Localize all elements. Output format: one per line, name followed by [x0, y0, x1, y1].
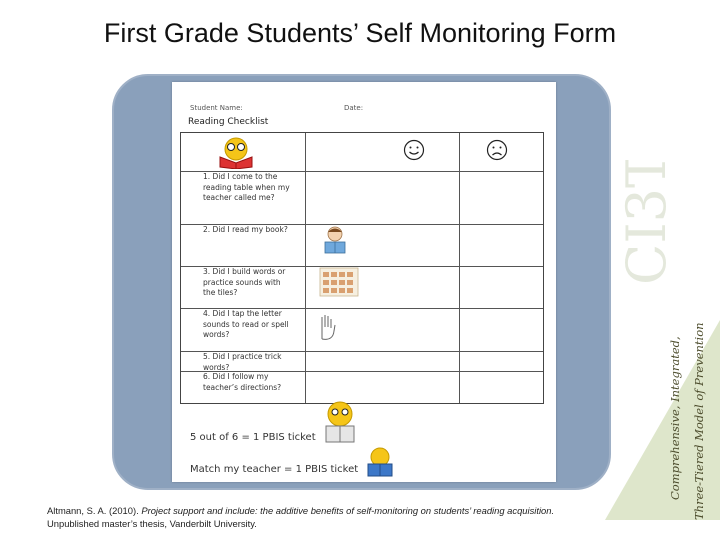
svg-text:Comprehensive, Integrated,: Comprehensive, Integrated,: [668, 336, 682, 500]
letter-tiles-icon: [319, 267, 359, 297]
question-1: 1. Did I come to the reading table when my teacher called me?: [203, 172, 290, 202]
column-divider: [305, 133, 306, 403]
slide-title: First Grade Students’ Self Monitoring Form: [103, 18, 617, 48]
citation-title: Project support and include: the additive benefits of self-monitoring on students’ reading acquisition.: [141, 505, 555, 516]
question-6: 6. Did I follow my teacher’s directions?: [203, 372, 282, 392]
question-3: 3. Did I build words or practice sounds with the tiles?: [203, 267, 286, 297]
date-label: Date:: [344, 104, 364, 112]
ci3t-logo: [605, 160, 720, 520]
self-monitoring-form: [172, 82, 556, 482]
reward-note-1: 5 out of 6 = 1 PBIS ticket: [190, 432, 316, 443]
question-5: 5. Did I practice trick words?: [203, 352, 282, 372]
citation-authors: Altmann, S. A. (2010).: [47, 505, 142, 516]
column-divider: [459, 133, 460, 403]
citation-source: Unpublished master’s thesis, Vanderbilt University.: [47, 518, 257, 529]
citation: [47, 504, 687, 530]
checklist-table: [180, 132, 544, 404]
checklist-title: Reading Checklist: [188, 117, 269, 127]
question-4: 4. Did I tap the letter sounds to read or spell words?: [203, 309, 289, 339]
reward-note-2: Match my teacher = 1 PBIS ticket: [190, 464, 359, 475]
reading-emoji-icon: [216, 135, 256, 169]
sad-face-icon: [486, 139, 508, 161]
smiley-face-icon: [403, 139, 425, 161]
tapping-hand-icon: [317, 313, 339, 341]
child-reading-icon: [319, 225, 351, 255]
svg-text:CI3T: CI3T: [615, 160, 678, 285]
svg-text:Three-Tiered Model of Preventi: Three-Tiered Model of Prevention: [692, 322, 706, 520]
reading-emoji-icon: [320, 400, 360, 444]
student-name-label: Student Name:: [190, 104, 243, 112]
reading-emoji-icon: [364, 446, 396, 478]
question-2: 2. Did I read my book?: [203, 225, 288, 234]
